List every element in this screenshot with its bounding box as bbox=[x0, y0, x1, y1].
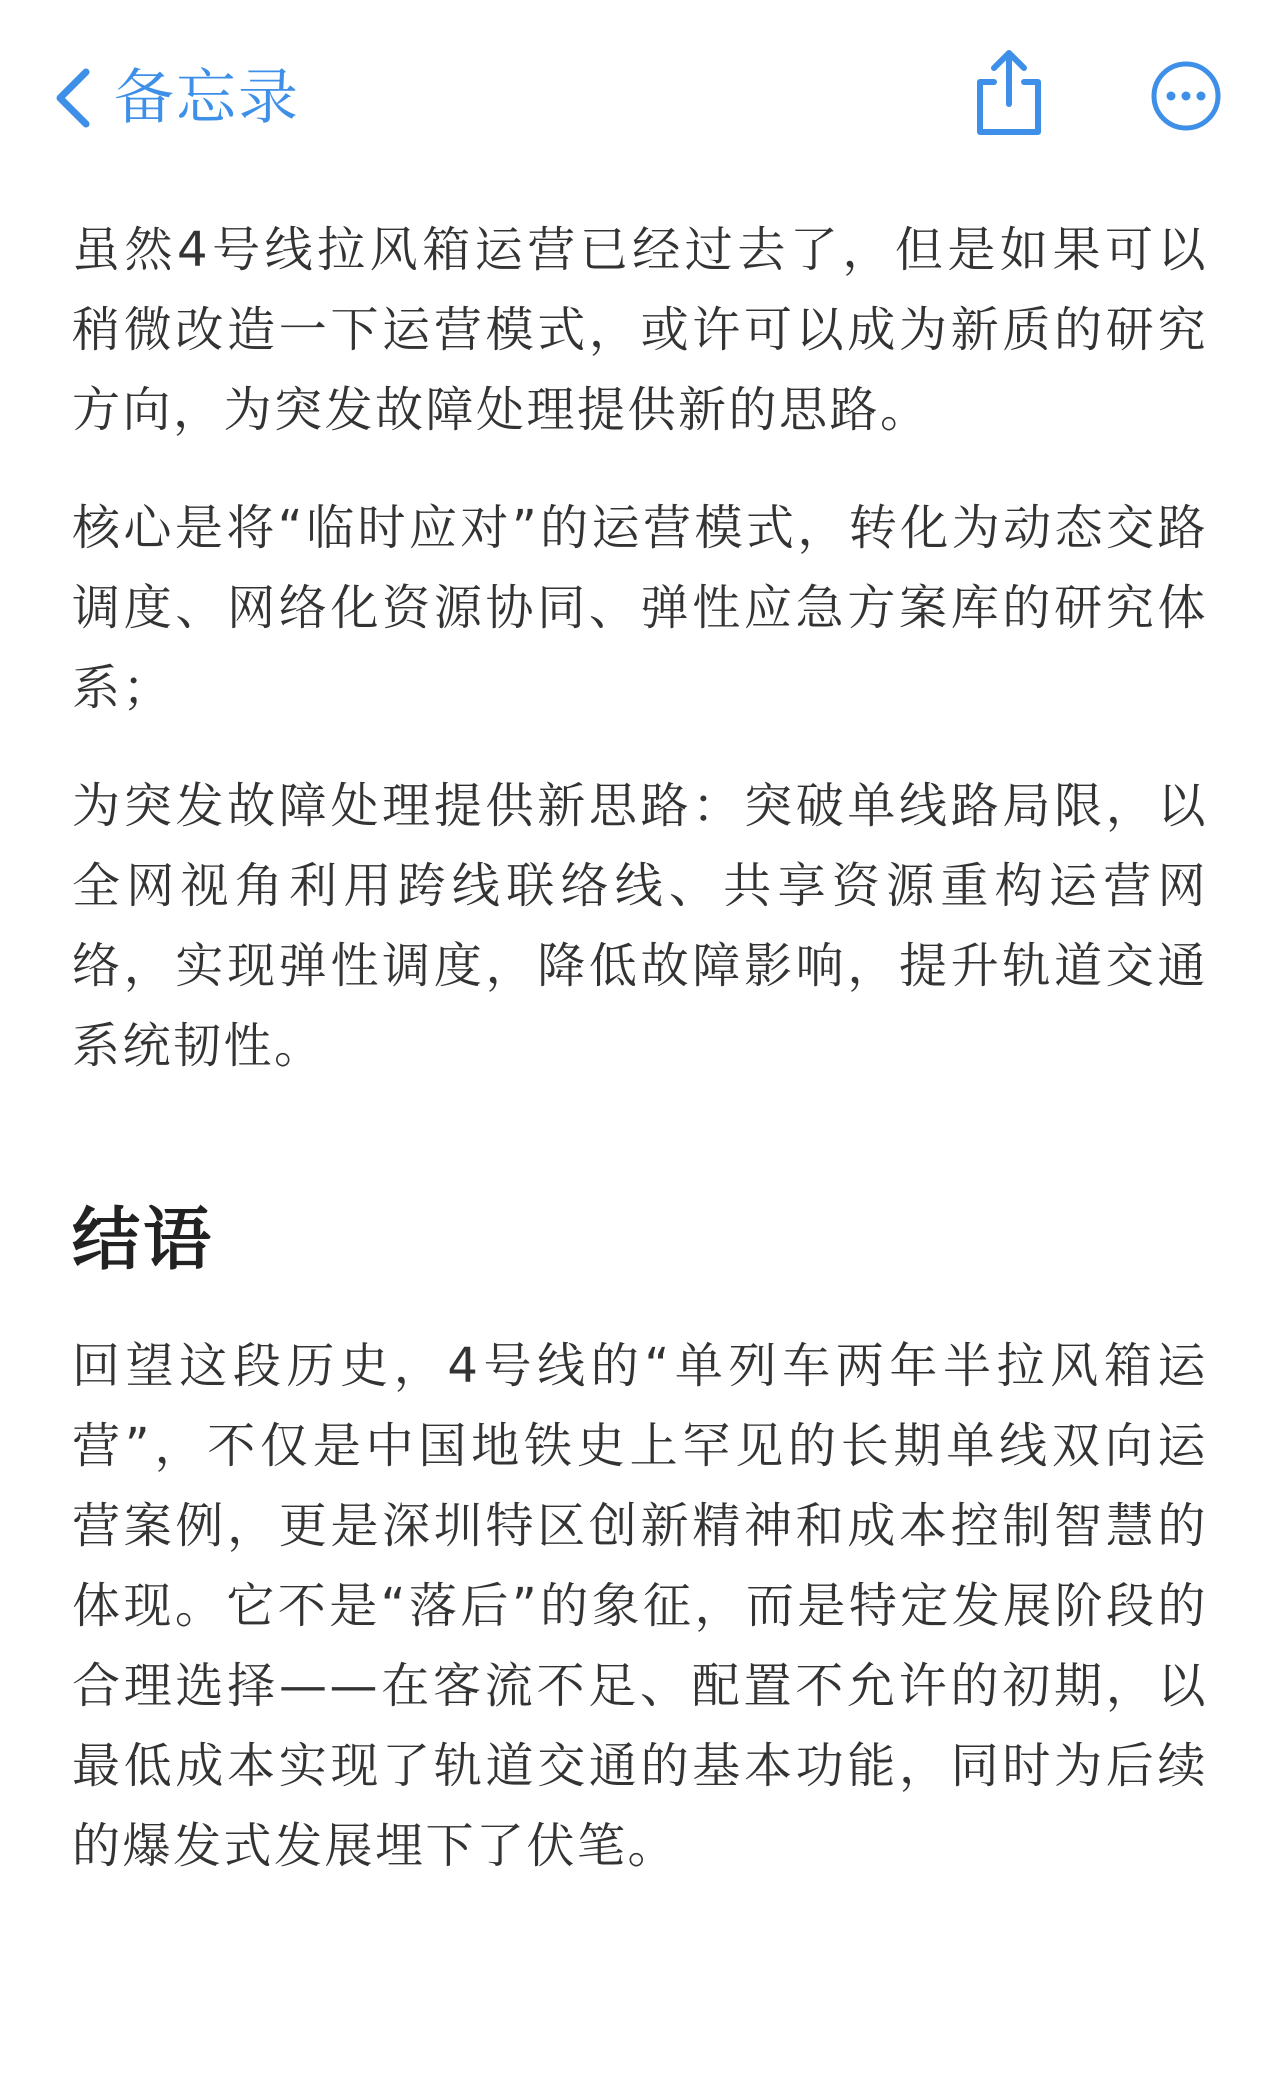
section-heading: 结语 bbox=[72, 1201, 215, 1280]
back-button[interactable] bbox=[52, 58, 300, 138]
chevron-left-icon bbox=[52, 66, 96, 130]
note-body[interactable] bbox=[72, 210, 1208, 1924]
note-paragraph: 为突发故障处理提供新思路：突破单线路局限，以全网视角利用跨线联络线、共享资源重构运营网络，实现弹性调度，降低故障影响，提升轨道交通系统韧性。 bbox=[72, 778, 1208, 1074]
ellipsis-circle-icon[interactable] bbox=[1150, 60, 1222, 132]
conclusion-paragraph: 回望这段历史，4号线的“单列车两年半拉风箱运营”，不仅是中国地铁史上罕见的长期单线双向运营案例，更是深圳特区创新精神和成本控制智慧的体现。它不是“落后”的象征，而是特定发展阶段的合理选择——在客流不足、配置不允许的初期，以最低成本实现了轨道交通的基本功能，同时为后续的爆发式发展埋下了伏笔。 bbox=[72, 1338, 1208, 1874]
note-paragraph: 核心是将“临时应对”的运营模式，转化为动态交路调度、网络化资源协同、弹性应急方案库的研究体系； bbox=[72, 500, 1208, 716]
share-icon[interactable] bbox=[970, 48, 1048, 138]
navigation-bar bbox=[0, 0, 1280, 200]
note-paragraph: 虽然4号线拉风箱运营已经过去了，但是如果可以稍微改造一下运营模式，或许可以成为新质的研究方向，为突发故障处理提供新的思路。 bbox=[72, 222, 1208, 438]
back-label: 备忘录 bbox=[114, 63, 300, 133]
